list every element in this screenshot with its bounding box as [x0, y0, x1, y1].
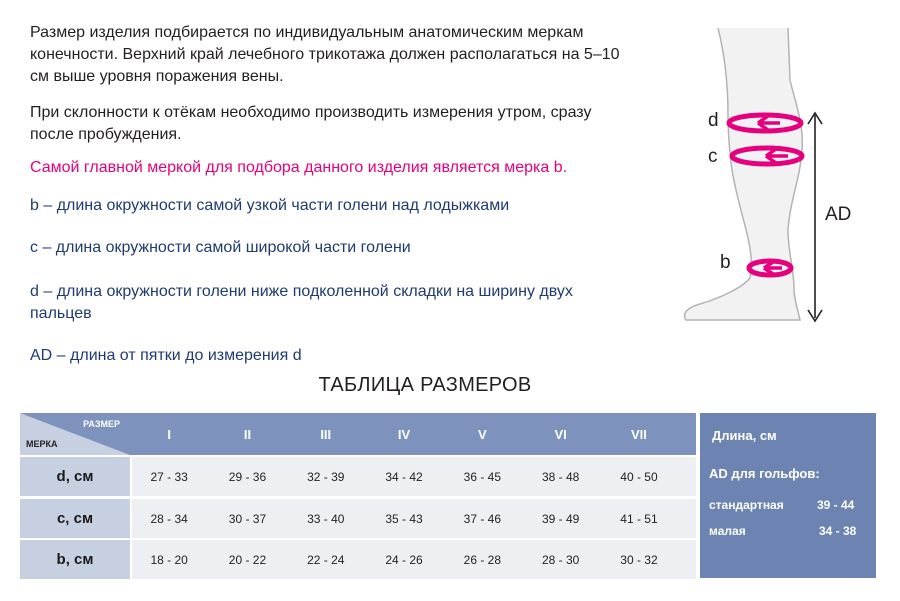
golf-standard-label: стандартная [709, 498, 784, 512]
row-label: c, см [20, 499, 130, 538]
golf-ad-title: AD для гольфов: [709, 466, 820, 481]
row-label: d, см [20, 457, 130, 496]
ad-arrow [808, 113, 822, 321]
intro-paragraph-2: При склонности к отёкам необходимо производить измерения утром, сразу после пробуждения. [30, 104, 592, 143]
label-b: b [720, 252, 731, 273]
table-cell: 24 - 26 [385, 552, 423, 567]
table-cell: 28 - 34 [150, 511, 188, 526]
table-cell: 20 - 22 [228, 552, 267, 567]
golf-small-label: малая [709, 524, 746, 538]
golf-small-value: 34 - 38 [819, 524, 857, 538]
length-title: Длина, см [712, 428, 777, 443]
table-cell: 18 - 20 [150, 552, 188, 567]
table-cell: 30 - 37 [228, 511, 267, 526]
table-cell: 26 - 28 [463, 552, 502, 567]
table-cell: 34 - 42 [385, 469, 423, 484]
main-measure-note: Самой главной меркой для подбора данного изделия является мерка b. [30, 159, 568, 176]
table-cell: 35 - 43 [385, 511, 423, 526]
label-d: d [708, 110, 719, 131]
leg-measurement-diagram [670, 20, 870, 330]
size-table [20, 413, 696, 581]
table-cell: 38 - 48 [541, 469, 580, 484]
label-ad: AD [825, 204, 852, 225]
intro-paragraph-1: Размер изделия подбирается по индивидуальным анатомическим меркам конечности. Верхний край лечебного трикотажа должен располагаться на 5–10 см выше уровня поражения вены. [30, 24, 620, 85]
table-cell: 33 - 40 [307, 511, 345, 526]
size-header-i: I [130, 413, 208, 455]
corner-measure-label: МЕРКА [26, 439, 58, 449]
leg-outline [685, 28, 803, 320]
table-cell: 36 - 45 [463, 469, 502, 484]
label-c: c [708, 146, 718, 167]
table-cell: 22 - 24 [307, 552, 345, 567]
corner-size-label: РАЗМЕР [83, 419, 120, 429]
table-cell: 37 - 46 [463, 511, 502, 526]
size-header-iv: IV [365, 413, 443, 455]
definition-ad: AD – длина от пятки до измерения d [30, 347, 302, 364]
table-cell: 28 - 30 [541, 552, 580, 567]
size-header-iii: III [287, 413, 365, 455]
size-header-vi: VI [522, 413, 600, 455]
definition-b: b – длина окружности самой узкой части голени над лодыжками [30, 197, 510, 214]
table-cell: 39 - 49 [541, 511, 580, 526]
table-cell: 32 - 39 [307, 469, 345, 484]
table-cell: 40 - 50 [620, 469, 658, 484]
table-cell: 30 - 32 [620, 552, 658, 567]
table-cell: 27 - 33 [150, 469, 188, 484]
definition-d: d – длина окружности голени ниже подколенной складки на ширину двух пальцев [30, 283, 573, 322]
table-cell: 29 - 36 [228, 469, 267, 484]
corner-cell [20, 413, 130, 455]
length-panel [700, 413, 876, 578]
row-label: b, см [20, 540, 130, 579]
size-header-ii: II [208, 413, 286, 455]
golf-standard-value: 39 - 44 [817, 498, 855, 512]
size-header-v: V [443, 413, 521, 455]
definition-c: c – длина окружности самой широкой части голени [30, 239, 411, 256]
table-cell: 41 - 51 [620, 511, 658, 526]
size-header-vii: VII [600, 413, 678, 455]
size-table-title: ТАБЛИЦА РАЗМЕРОВ [318, 374, 532, 396]
